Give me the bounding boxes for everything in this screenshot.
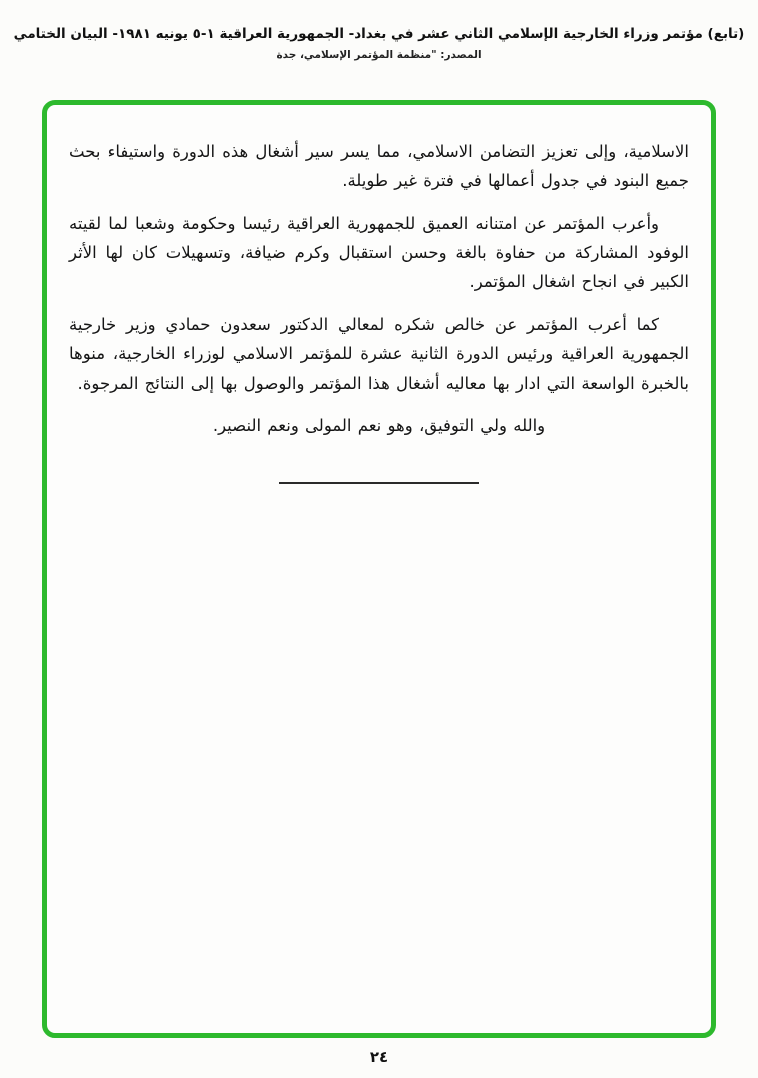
- body-paragraph: وأعرب المؤتمر عن امتنانه العميق للجمهورية العراقية رئيسا وحكومة وشعبا لما لقيته الوفود المشاركة من حفاوة بالغة وحسن استقبال وكرم ضيافة، وتسهيلات كان لها الأثر الكبير في انجاح اشغال المؤتمر.: [69, 213, 689, 292]
- document-header: [0, 0, 758, 61]
- document-body: [47, 105, 711, 484]
- page-number: ٢٤: [369, 1048, 389, 1066]
- document-source-line: المصدر: "منظمة المؤتمر الإسلامي، جدة: [276, 49, 482, 61]
- body-paragraph: كما أعرب المؤتمر عن خالص شكره لمعالي الدكتور سعدون حمادي وزير خارجية الجمهورية العراقية ورئيس الدورة الثانية عشرة للمؤتمر الاسلامي لوزراء الخارجية، منوها بالخبرة الواسعة التي ادار بها معاليه أشغال هذا المؤتمر والوصول بها إلى النتائج المرجوة.: [69, 314, 689, 393]
- section-divider: [279, 482, 479, 484]
- document-header-title: (تابع) مؤتمر وزراء الخارجية الإسلامي الثاني عشر في بغداد- الجمهورية العراقية ١-٥ يونيه ١٩٨١- البيان الختامي: [13, 26, 745, 42]
- body-paragraph: الاسلامية، وإلى تعزيز التضامن الاسلامي، مما يسر سير أشغال هذه الدورة واستيفاء بحث جميع البنود في جدول أعمالها في فترة غير طويلة.: [69, 142, 689, 191]
- closing-line: والله ولي التوفيق، وهو نعم المولى ونعم النصير.: [212, 415, 546, 435]
- green-border-frame: [42, 100, 716, 1038]
